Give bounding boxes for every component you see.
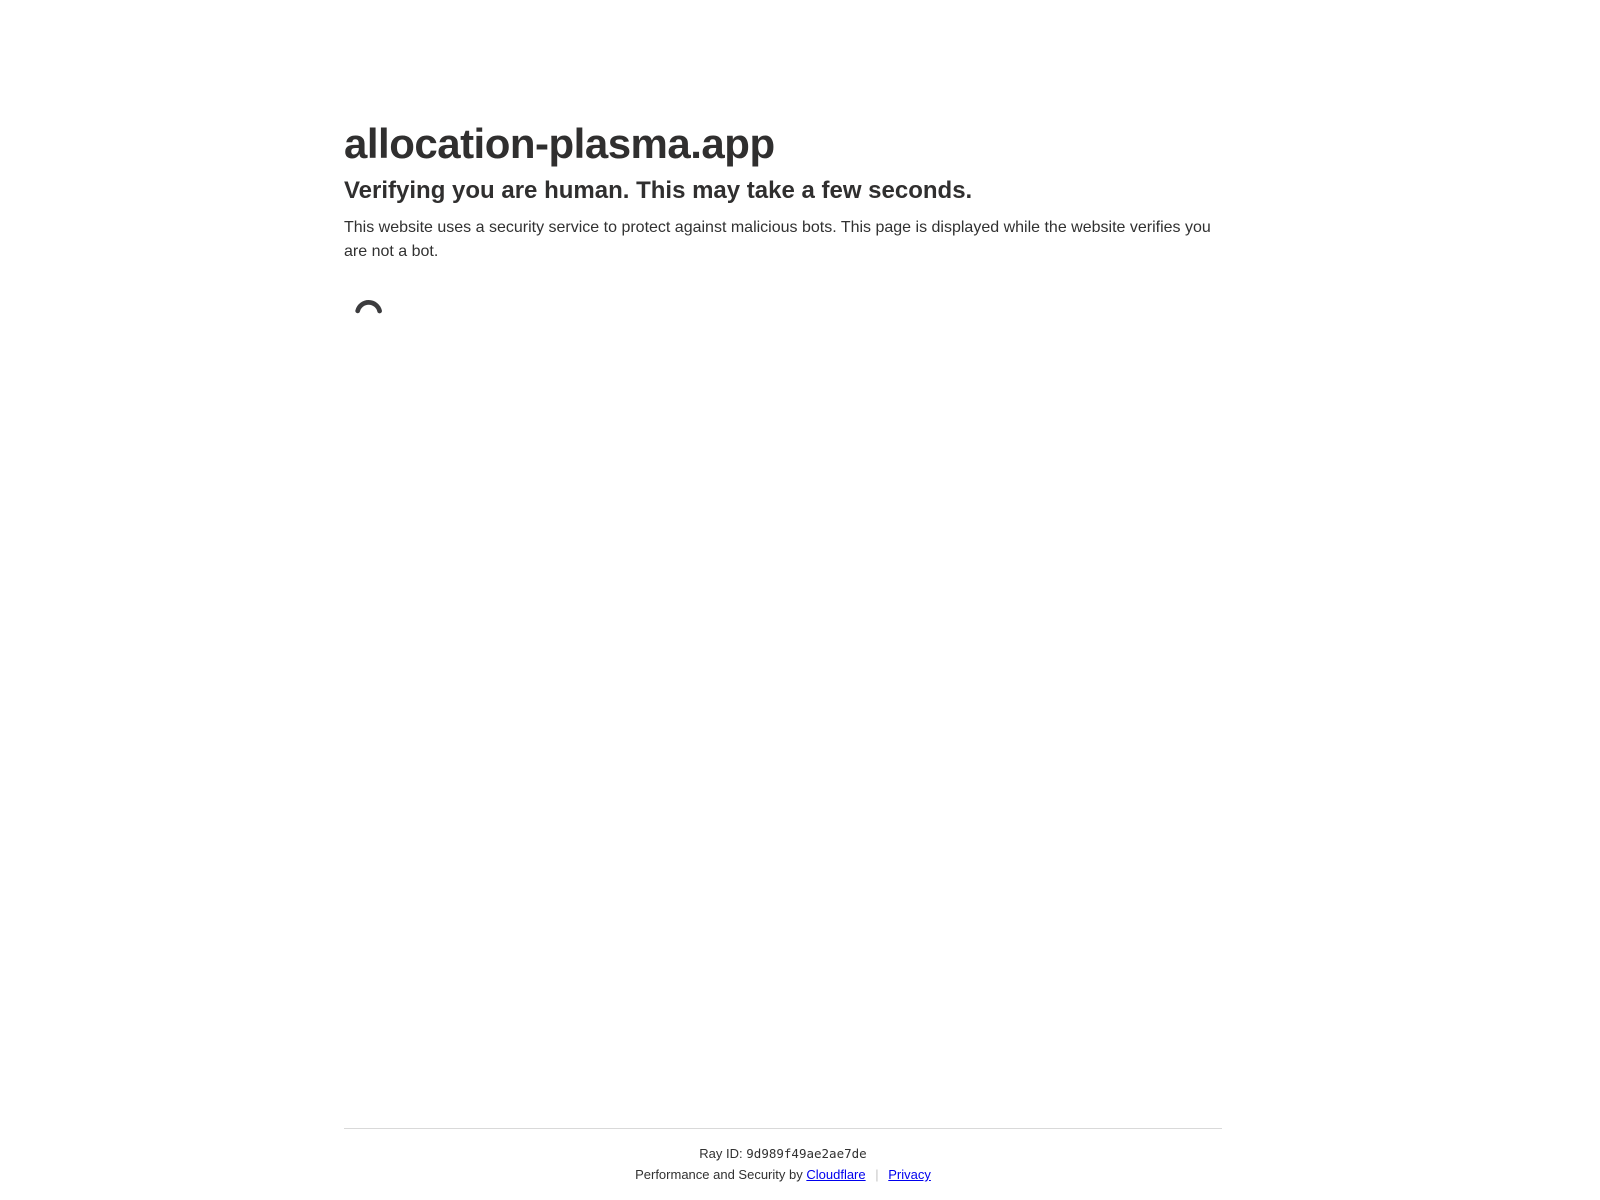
main-content xyxy=(344,0,1222,1128)
security-attribution xyxy=(344,1165,1222,1184)
page-title: allocation-plasma.app xyxy=(344,120,775,167)
cloudflare-link[interactable]: Cloudflare xyxy=(806,1167,866,1182)
footer-separator: | xyxy=(875,1167,879,1182)
verification-description: This website uses a security service to protect against malicious bots. This page is displayed while the website verifies you are not a bot. xyxy=(344,218,1211,260)
loading-spinner-icon xyxy=(348,294,388,334)
ray-id-label: Ray ID: xyxy=(699,1146,743,1161)
ray-id-value: 9d989f49ae2ae7de xyxy=(746,1146,867,1161)
privacy-link[interactable]: Privacy xyxy=(888,1167,931,1182)
footer xyxy=(344,1128,1222,1200)
security-attribution-text: Performance and Security by xyxy=(635,1167,803,1182)
ray-id xyxy=(344,1144,1222,1163)
verification-heading: Verifying you are human. This may take a few seconds. xyxy=(344,177,973,205)
